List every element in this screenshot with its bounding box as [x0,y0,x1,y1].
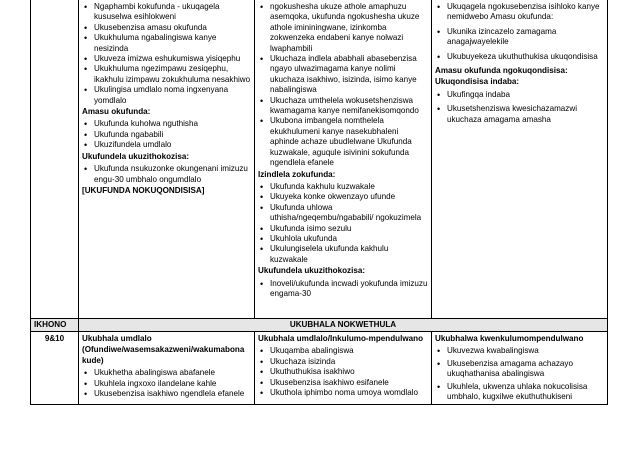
section-heading: Ukufundela ukuzithokozisa: [82,151,190,161]
list-item: • Ukufunda nsukuzonke okungenani imizuzu engu-30 umbhalo ongumdlalo [82,164,251,185]
section-heading: Ukubhalwa kwenkulumompendulwano [435,333,584,343]
section-heading: Ukufundela ukuzithokozisa: [258,266,366,276]
reading-row [31,0,608,318]
list-item: • Ukuhlela, ukwenza uhlaka nokucolisisa umbhalo, kugxilwe ekuthuthukiseni [435,382,604,403]
list-item: • Ukuchaza isizinda [258,357,428,367]
list-item: • Ukuyeka konke okwenzayo ufunde [258,192,428,202]
reading-col-3-list-a [435,2,604,62]
list-item: • Ngaphambi kokufunda - ukuqagela kususelwa esihlokweni [82,2,251,23]
curriculum-table [30,0,608,405]
writing-col-2 [255,331,432,404]
list-item: • Ukusetshenziswa kwesichazamazwi ukuchaza amagama amasha [435,104,604,125]
section-heading: Ukubhala umdlalo/Inkulumo-mpendulwano [258,333,424,343]
list-item: • Inoveli/ukufunda incwadi yokufunda imizuzu engama-30 [258,279,428,300]
list-item: • Ukukhuluma ngabalingiswa kanye nesizinda [82,33,251,54]
grade-label: 9&10 [31,331,79,404]
list-item: • Ukuhlola ukufunda [258,234,428,244]
list-item: • Ukufunda kuholwa nguthisha [82,119,251,129]
list-item: • ngokushesha ukuze athole amaphuzu asemqoka, ukufunda ngokushesha ukuze athole imininingwane, izinkomba zokwenzeka endabeni kanye nolwazi lwaphambili [258,2,428,54]
reading-col-2-list-a [258,2,428,169]
reading-col-2-list-c [258,279,428,300]
list-item: • Ukuhlela ingxoxo ilandelane kahle [82,379,251,389]
reading-col-1 [79,0,255,318]
list-item: • Ukuveza imizwa eshukumiswa yisiqephu [82,54,251,64]
list-item: • Ukuthuthukisa isakhiwo [258,367,428,377]
list-item: • Ukuqamba abalingiswa [258,346,428,356]
writing-row [31,331,608,404]
reading-col-3 [432,0,608,318]
writing-col-2-list [258,346,428,398]
list-item: • Ukuqagela ngokusebenzisa isihloko kanye nemidwebo Amasu okufunda: [435,2,604,23]
reading-col-1-list-b [82,119,251,150]
list-item: • Ukulungiselela ukufunda kakhulu kuzwakale [258,244,428,265]
list-item: • Ukusebenzisa amagama achazayo ukuqhathanisa abalingiswa [435,359,604,380]
section-heading: Izindlela zokufunda: [258,169,336,179]
list-item: • Ukusebenzisa isakhiwo ngendlela efanele [82,389,251,399]
reading-col-2-list-b [258,182,428,265]
row-label-ikhono: IKHONO [31,318,79,331]
section-separator-row [31,318,608,331]
list-item: • Ukufunda isimo sezulu [258,224,428,234]
reading-col-1-list-c [82,164,251,185]
writing-col-3-list [435,346,604,402]
list-item: • Ukulingisa umdlalo noma ingxenyana yomdlalo [82,85,251,106]
list-item: • Ukusebenzisa amasu okufunda [82,23,251,33]
list-item: • Ukufunda uhlowa uthisha/ngeqembu/ngababili/ ngokuzimela [258,203,428,224]
list-item: • Ukuchaza indlela ababhali abasebenzisa ngayo ulwazimagama kanye nolimi ukuchaza isakhiwo, isizinda, isimo kanye nabalingiswa [258,54,428,96]
list-item: • Ukubuyekeza ukuthuthukisa ukuqondisisa [435,52,604,62]
section-tag: [UKUFUNDA NOKUQONDISISA] [82,185,205,195]
reading-col-2 [255,0,432,318]
list-item: • Ukukhetha abalingiswa abafanele [82,368,251,378]
section-heading: Ukuqondisisa indaba: [435,77,520,87]
section-heading: Amasu okufunda ngokuqondisisa: [435,66,568,76]
list-item: • Ukufunda kakhulu kuzwakale [258,182,428,192]
section-heading: Ukubhala umdlalo [82,333,152,343]
list-item: • Ukuzifundela umdlalo [82,140,251,150]
list-item: • Ukufunda ngababili [82,130,251,140]
writing-col-3 [432,331,608,404]
section-title: UKUBHALA NOKWETHULA [79,318,608,331]
list-item: • Ukuchaza umthelela wokusetshenziswa kwamagama kanye nemifanekisomqondo [258,96,428,117]
list-item: • Ukukhuluma ngezimpawu zesiqephu, ikakhulu izimpawu zokukhuluma nesakhiwo [82,64,251,85]
list-item: • Ukuthola iphimbo noma umoya womdlalo [258,388,428,398]
list-item: • Ukufingqa indaba [435,90,604,100]
list-item: • Ukubona imbangela nomthelela ekukhulumeni kanye nasekubhaleni aphinde achaze ubudlelwane Ukufunda kuzwakale, aguqule isivinini sokufunda ngendlela efanele [258,116,428,168]
row-label-cell-empty [31,0,79,318]
writing-col-1 [79,331,255,404]
writing-col-1-list [82,368,251,399]
list-item: • Ukusebenzisa isakhiwo esifanele [258,378,428,388]
list-item: • Ukunika izincazelo zamagama anagajwayelekile [435,27,604,48]
reading-col-3-list-c [435,90,604,125]
reading-col-1-list-a [82,2,251,106]
section-heading: Amasu okufunda: [82,107,151,117]
section-subheading: (Ofundiwe/wasemsakazweni/wakumabona kude) [82,345,245,365]
list-item: • Ukuvezwa kwabalingiswa [435,346,604,356]
